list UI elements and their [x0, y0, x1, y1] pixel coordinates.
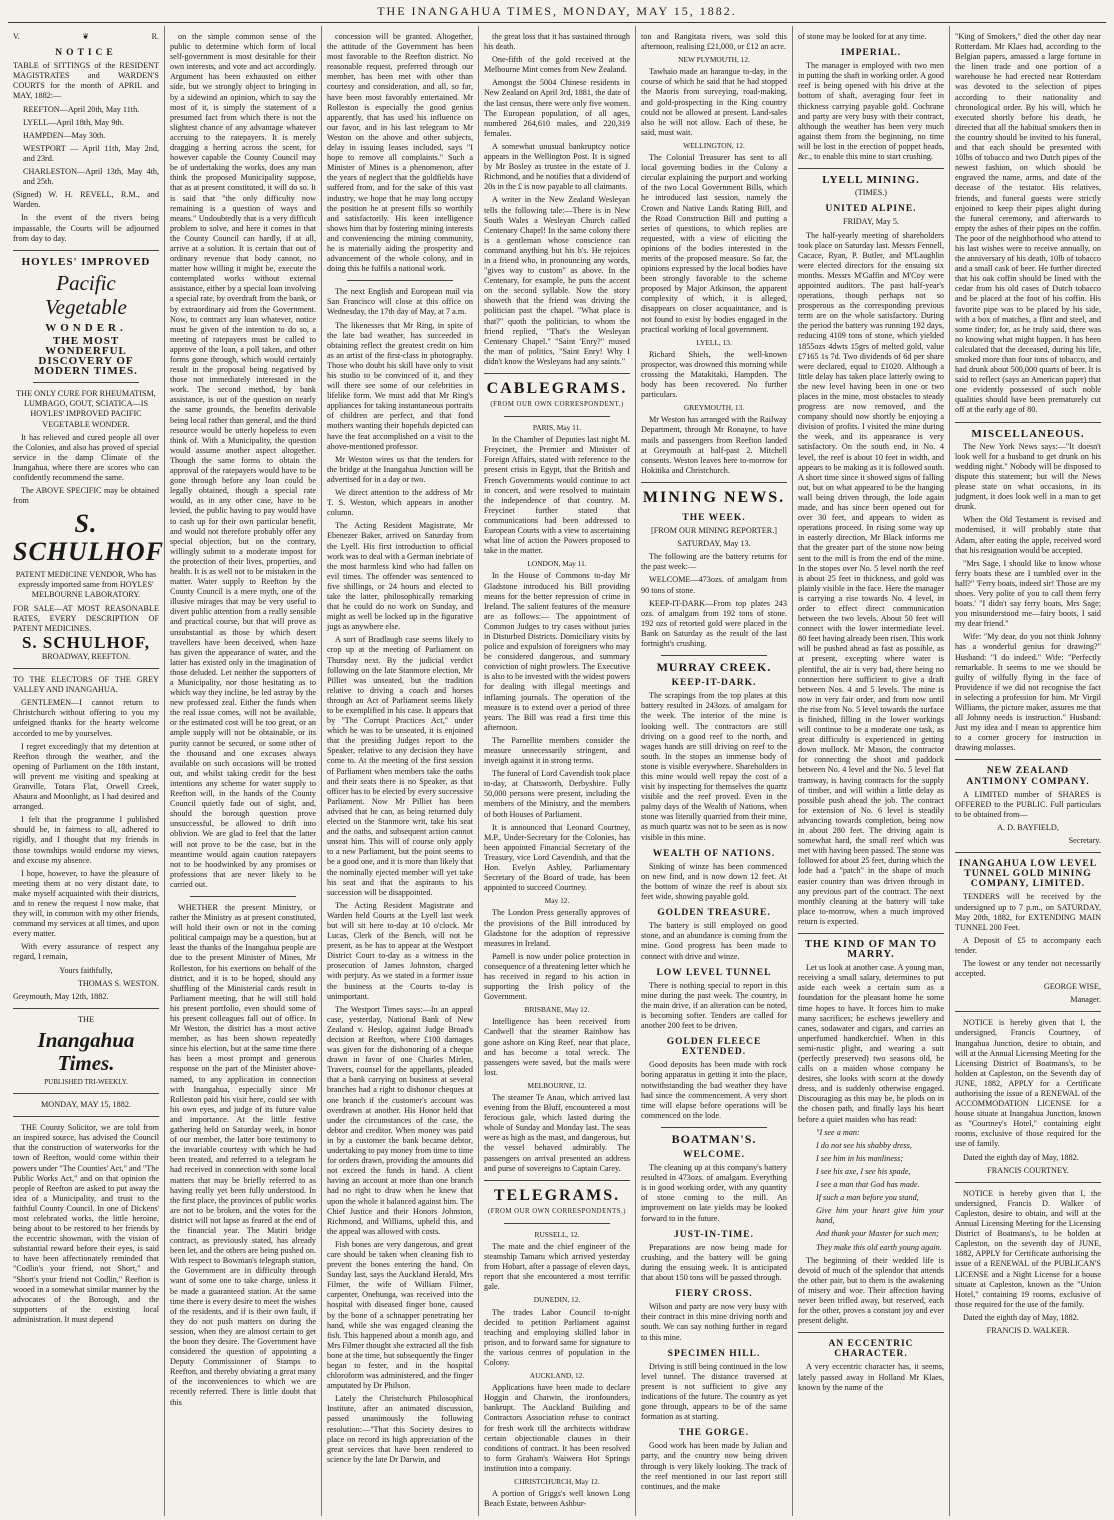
mining-from: [FROM OUR MINING REPORTER.]: [651, 526, 777, 536]
cable-dateline: May 12.: [544, 896, 570, 906]
divider: [641, 482, 787, 483]
divider: [798, 168, 944, 169]
wealth-text: Sinking of winze has been commenced on new find, and is now down 12 feet. At the bottom of winze the reef is about six feet wide, showing payable gold.: [641, 861, 787, 902]
telegram-text: The Colonial Treasurer has sent to all local governing bodies in the Colony a circular explaining the purport and working of the two Local Government Bills, which he introduced last session, namely the Crown and Native Lands Rating Bill, and the Road Construction Bill and putting a series of questions, to which replies are requested, with a view of eliciting the opinions of the bodies interested in the merits of the proposed measure. So far, the opinions expressed by the local bodies have been strongly favorable to the scheme proposed by Major Atkinson, the apparent complexity of which, it is alleged, disappears on closer acquaintance, and is not found to exist by bodies engaged in the practical working of local government.: [641, 153, 787, 334]
news-paragraph: ton and Rangitata rivers, was sold this afternoon, realising £21,000, or £12 an acre.: [641, 32, 787, 52]
manager-label: Manager.: [1070, 995, 1101, 1005]
eccentric-heading: AN ECCENTRIC CHARACTER.: [828, 1339, 914, 1360]
editorial-text: THE County Solicitor, we are told from an inspired source, has advised the Council that the construction of waterworks for the town of Reefton, would come within their powers under "The Counties' Act," and "The Public Works Act," and on that opinion the people of Reefton are asked to put away the idea of a Municipality, and trust to the faithful County Council. In one of Dickens' most celebrated works, the little heroine, being about to be restored to her friends by the eccentric showman, with the vision of substantial reward before their eyes, is said to have been affectionately reminded that "Codlin's your friend, not Short," and "Short's your friend not Codlin," Reefton is wooed in a somewhat similar manner by the advocates of the Borough, and the supporters of the existing local administration. It must depend: [13, 1123, 159, 1324]
sittings-item: HAMPDEN—May 30th.: [23, 130, 106, 140]
news-paragraph: The next English and European mail via San Francisco will close at this office on Wednesday, the 17th day of May, at 7 a.m.: [327, 287, 473, 317]
wealth-heading: WEALTH OF NATIONS.: [652, 848, 776, 859]
alpine-date: FRIDAY, May 5.: [843, 217, 899, 227]
poem-line: I see a man that God has made.: [816, 1180, 920, 1190]
crest-icon: ❦: [82, 32, 90, 41]
telegram-text: The mate and the chief engineer of the steamship Tamaru which arrived yesterday from Hobart, after a passage of eleven days, report that she encountered a most terrific gale.: [484, 1241, 630, 1292]
deposit-text: A Deposit of £5 to accompany each tender.: [955, 935, 1101, 955]
tunnel-text: TENDERS will be received by the undersigned up to 7 p.m., on SATURDAY, May 20th, 1882, for EXTENDING MAIN TUNNEL 200 Feet.: [955, 892, 1101, 932]
poem-line: And thank your Master for such men;: [816, 1229, 939, 1239]
cable-text: In the Chamber of Deputies last night M. Freycinet, the Premier and Minister of Foreign Affairs, stated with reference to the present crisis in Egypt, that the British and French Governments would continue to act in concert, and were resolved to maintain the independence of that country. M. Freycinet further stated that communications had been addressed to European Courts with a view to ascertaining what line of action the Powers proposed to take in the matter.: [484, 435, 630, 556]
issue-date: MONDAY, MAY 15, 1882.: [41, 1100, 131, 1110]
telegrams-sub: (FROM OUR OWN CORRESPONDENTS.): [487, 1207, 627, 1215]
news-paragraph: Mr Weston wires us that the tenders for the bridge at the Inangahua Junction will be advertised for in a day or two.: [327, 454, 473, 484]
divider: [190, 896, 296, 897]
column-6: [792, 26, 949, 1516]
divider: [504, 1223, 610, 1224]
news-paragraph: Fish bones are very dangerous, and great care should be taken when cleaning fish to prevent the bones entering the hand. On Sunday last, says the Auckland Herald, Mrs Filmer, the wife of William Filmer, carpenter, Onehunga, was received into the hospital with diseased finger bone, caused by the bone of a schnapper penetrating her hand, while she was engaged cleaning the fish. This happened about a month ago, and Mrs Filmer thought she extracted all the fish bone at the time, but subsequently the finger began to fester, and in the hospital chloroform was administered, and the finger amputated by Dr Philson.: [327, 1239, 473, 1391]
only-cure: THE ONLY CURE FOR RHEUMATISM, LUMBAGO, GOUT, SCIATICA—IS HOYLES' IMPROVED PACIFIC VEGETABLE WONDER.: [16, 389, 156, 429]
most-wonderful: THE MOST WONDERFUL DISCOVERY OF MODERN TIMES.: [34, 334, 138, 378]
vr-left: V.: [13, 32, 20, 41]
low-level-heading: LOW LEVEL TUNNEL: [656, 967, 772, 978]
courtney-notice: NOTICE is hereby given that I, the undersigned, Francis Courtney, of Inangahua Junction, desire to obtain, and will at the Annual Licensing Meeting for the Licensing District of Boatmans's, to be holden at Capleston, on the Seventh day of JUNE, 1882, APPLY for a Certificate authorising the issue of a RENEWAL of the ACCOMMODATION LICENSE for a house situate at Inangahua Junction, known as "Courtney's Hotel," containing eight rooms, exclusive of those required for the use of family.: [955, 1018, 1101, 1149]
marry-text: The beginning of their wedded life is devoid of much of the splendor that attends the other pair, but to them is the awakening of misery and woe. Their affection having never been trifled away, but reserved, each for the other, proves a constant joy and ever present delight.: [798, 1255, 944, 1326]
telegrams-heading: TELEGRAMS.: [493, 1186, 621, 1204]
murray-sub: KEEP-IT-DARK.: [671, 678, 757, 689]
alpine-text: The half-yearly meeting of shareholders took place on Saturday last. Messrs Fennell, Cacace, Ryan, P. Butler, and M'Laughlin were elected directors for the ensuing six months. Messrs M'Gaffin and M'Coy were appointed auditors. The past half-year's operations, though perhaps not so prosperous as the corresponding previous term are on the whole satisfactory. During the period the battery was running 192 days, reducing 4109 tons of stone, which yielded 1855ozs 4dwts 15grs of melted gold, value £7165 1s 7d. Two dividends of 6d per share were declared, equal to £1020. Although a little delay has taken place latterly owing to the new level having been in one or two places in the mine, most obstacles to steady progress are now removed, and the company should now shortly be enjoying a division of profits. I visited the mine during the week, and its appearance is very satisfactory. On the south end, in No. 4 level, the reef is about 10 feet in width, and appears to be making as it is followed south. A short time since it showed signs of falling out, but on what appeared to be the hanging wall being driven through, the lode again made, and has since been opened out for over 30 feet, and appears to widen as operations proceed. In rising some way up in easterly direction, Mr Black informs me that the greater part of the stone now being sent to the mill is from the end of the mine. In the stopes over No. 5 level north the reef is about 25 feet in thickness, and gold was plainly visible in the face. Here the manager is carrying a rise towards No. 4 level, in order to effect direct communication between the two levels. About 50 feet will connect with the lower intermediate level. 80 feet having already been risen. This work will be pushed ahead as fast as possible, as at present, excepting where water is plentiful, the air is very bad, there being no connection here sufficient to give a draft between Nos. 4 and 5 levels. The mine is now in very fair order, and from now until the rise from No. 5 level towards the surface is finished, filling in the lower workings will continue to be a moderate one task, as great difficulty is experienced in getting down mullock. Mr Mason, the contractor for connecting the shoot and paddock between No. 4 level and the No. 5 level flat tramway, is having contracts for the supply of timber, and will within a little delay as possible push ahead the job. The contract for extension of No. 6 level is steadily advancing towards completion, being now in about 280 feet. The driving again is somewhat hard, the small reef which was met with having been passed. The stone was followed for about 25 feet, during which the lode had a "patch" in the shape of much easier country than was driven through in any previous part of the contract. The next monthly cleaning at the battery will take place to-morrow, when a much improved return is expected.: [798, 230, 944, 926]
telegram-dateline: RUSSELL, 12.: [534, 1229, 580, 1239]
telegram-dateline: CHRISTCHURCH, May 12.: [514, 1477, 600, 1486]
schulhof-banner: S. SCHULHOF: [13, 509, 164, 567]
cablegrams-heading: CABLEGRAMS.: [486, 380, 628, 397]
mining-sub: THE WEEK.: [682, 512, 746, 523]
gorge-text: Good work has been made by Julian and party, and the country now being driven through is very likely looking. The track of the reef mentioned in our last report still continues, and the make: [641, 1441, 787, 1491]
marry-text: Let us look at another case. A young man, receiving a small salary, determines to put aside each week a certain sum as a foundation for the pleasant home he some time hopes to have. It forces him to make many sacrifices; he eschews jewellery and canes, sodawater and cigars, and carries an unperfumed handkerchief. When in this semi-rustic plight, and wearing a suit (perfectly preserved) two seasons old, he calls on a maiden whose company he desires, she looks with scorn at the dowdy dress, and is suddenly otherwise engaged. Discouraging as this may be, he plods on in the chosen path, and finally lays his heart before a quiet maiden who has read:: [798, 963, 944, 1124]
wonder: WONDER.: [45, 321, 127, 334]
the-label: THE: [78, 1014, 94, 1024]
divider: [798, 933, 944, 934]
boatmans-text: The cleaning up at this company's battery resulted in 473ozs. of amalgam. Everything is in good working order, with any quantity of stone coming to the mill. An improvement on late yields may be looked forward to in the future.: [641, 1163, 787, 1223]
battery-return: WELCOME—473ozs. of amalgam from 90 tons of stone.: [641, 575, 787, 595]
antimony-text: A LIMITED number of SHARES is OFFERED to the PUBLIC. Full particulars to be obtained from—: [955, 789, 1101, 819]
divider: [504, 416, 610, 417]
divider: [33, 382, 139, 383]
poem-line: If such a man before you stand,: [816, 1193, 919, 1203]
golden-text: The battery is still employed on good stone, and an abundance is coming from the mine. Good progress has been made to connect with drive and winze.: [641, 921, 787, 961]
telegram-dateline: AUCKLAND, 12.: [529, 1371, 585, 1381]
cable-dateline: MELBOURNE, 12.: [527, 1080, 587, 1090]
hoyles-heading: HOYLES' IMPROVED: [21, 255, 151, 268]
telegram-dateline: LYELL, 13.: [696, 337, 732, 347]
letter-paragraph: I felt that the programme I published should be, in fairness to all, adhered to rigidly, and I thought that my friends in those townships would endorse my views, and excuse my absence.: [13, 815, 159, 865]
cable-text: The Parnellite members consider the measure unnecessarily stringent, and inveigh against it in strong terms.: [484, 735, 630, 766]
telegram-text: Tawhaio made an harangue to-day, in the course of which he said that he had stopped the Maoris from surveying, road-making, and gold-prospecting in the King country could not be allowed at present. Land-sales also he will not allow. Each of these, he said, must wait.: [641, 67, 787, 137]
specimen-text: Driving is still being continued in the low level tunnel. The distance traversed at present is not sufficient to give any indications of the future. The country as yet gone through, appears to be of the same formation as at starting.: [641, 1361, 787, 1422]
cable-text: It is announced that Leonard Courtney, M.P., Under-Secretary for the Colonies, has been appointed Financial Secretary of the Treasury, vice Lord Cavendish, and that the Hon. Evelyn Ashley, Parliamentary Secretary of the Board of trade, has been appointed to succeed Courtney.: [484, 822, 630, 893]
fleece-text: Good deposits has been made with rock boring apparatus in getting it into the place, notwithstanding the bad weather they have had since the commencement. A very short time will elapse before operations will be commenced on the lode.: [641, 1060, 787, 1120]
column-2: [164, 26, 321, 1516]
news-paragraph: The Acting Resident Magistrate and Warden held Courts at the Lyell last week but will sit here to-day at 10 o'clock. Mr Lucas, Clerk of the Bench, will not be present, as he has to appear at the Westport District Court to-day as a witness in the prosecution of James Johnston, charged with perjury. As we stated in a former issue the business at the Courts to-day is unimportant.: [327, 900, 473, 1001]
cable-text: The funeral of Lord Cavendish took place to-day, at Chatsworth, Derbyshire. Fully 50,000 persons were present, including the members of the Ministry, and the members of both Houses of Parliament.: [484, 769, 630, 819]
cable-text: The London Press generally approves of the provisions of the Bill introduced by Gladstone for the adoption of repressive measures in Ireland.: [484, 908, 630, 948]
columns: [8, 26, 1106, 1516]
poem-line: "I see a man:: [816, 1127, 860, 1137]
editorial-text: on the simple common sense of the public to determine which form of local self-government is most desirable for their own interests, and vote and act accordingly. Argument has been exhausted on either side, but we strongly object to bringing in by a sidewind an opinion, which to say the most of it, is simply the statement of a presumed fact from which there is not the slightest chance of any advantage whatever accruing to the ratepayers. It is merely dragging a herring across the scent, for however capable the County Council may be of undertaking the works, does any man think the proposed Municipality suppose, that as at present constituted, it will do so. It is said that "the only difficulty now remaining is a question of ways and means." Undoubtedly that is a very difficult problem to solve, and here it comes in that the County Council can hardly, if at all, arrive at a solution. It is certain that out of ordinary revenue that body cannot, no matter how willing it might be, execute the contemplated works without external assistance, either by a special loan involving a special rate, by overdraft from the bank, or by extraordinary aid from the Government. Now, to contract any loan whatever, notice must be given of the intention to do so, a meeting of ratepayers must be called to approve of the loan, a poll taken, and other forms gone through, which would certainly result in the proposal being negatived by those not immediately interested in the work. The second method, by bank assistance, is out of the question on nearly the same grounds, the benefits derivable being local rather than general, and the third resource would be utterly hopeless to even think of. With a Municipality, the question would assume another aspect altogether. Though the same forms to obtain the approval of the ratepayers would have to be gone through before any loan could be legally obtained, though a special rate would, as in any other case, have to be levied, the public having to pay would have to cash up for their own particular benefit, and would not therefore probably offer any special objection, but on the contrary, willingly submit to a moderate impost for the protection of their lives, properties, and health. It is as well not to be mistaken in the matter. Water supply to Reefton by the County Council is a mere myth, one of the illusive mirages that may be very useful to divert public attention from a really sensible and practical course, but that will prove as unsubstantial as those by which desert travellers have been deceived, when haze has given the appearance of water, and the latter has existed only in the imagination of those deluded. Let neither the supporters of a Municipality, nor those hesitating as to which way they incline, be led astray by the new professed zeal. Either the funds when the real issue comes, will not be available, or the estimated cost will be too great, or an ample supply will not be obtainable, or its purity cannot be secured, or some other of the thousand and one excuses always available on such occasions will be trotted out, and whilst taking credit for the best intentions any scheme for water supply to Reefton will, in the hands of the County Council quietly fade out of sight, and, should the borough question prove unsuccessful, be allowed to drift into oblivion. We are glad to feel that the latter will not prove to be the case, but in the meantime would again caution ratepayers not to be hoodwinked by any promises or professions that are never likely to be carried out.: [170, 32, 316, 889]
column-3: [321, 26, 478, 1516]
walker-notice: NOTICE is hereby given that I, the undersigned, Francis D. Walker of Capleston, desire to obtain, and will at the Annual Licensing Meeting for the Licensing District of Boatmans's, to be holden at Capleston, on the seventh day of JUNE, 1882, APPLY for Certificate authorising the issue of a RENEWAL of the PUBLICAN'S LICENSE and a Night License for a house situate at Capleston, known as the "Union Hotel," containing 19 rooms, exclusive of those required for the use of the family.: [955, 1188, 1101, 1309]
murray-text: The scrapings from the top plates at this battery resulted in 243ozs. of amalgam for the week. The interior of the mine is looking well. The contractors are still driving on a good reef to the north, and wages hands are still driving on reef to the south. In the stopes an immense body of stone is visible everywhere. Shareholders in this mine would well repay the cost of a visit by inspecting for themselves the quartz visible and the reef proved. Even in the palmy days of the Wealth of Nations, when stone was literally quarried from their mine, as much quartz was not to be seen as is now visible in this mine.: [641, 691, 787, 842]
column-5: [635, 26, 792, 1516]
jit-text: Preparations are now being made for crushing, and the battery will be going during the ensuing week. It is anticipated that about 150 tons will be passed through.: [641, 1242, 787, 1283]
tunnel-heading: INANGAHUA LOW LEVEL TUNNEL GOLD MINING COMPANY, LIMITED.: [958, 859, 1098, 890]
telegram-text: Applications have been made to declare Hoggin and Chatwin, the ironfounders, bankrupt. The Auckland Building and Contractors Association refuse to contract for fresh work till the architects withdraw certain objectionable clauses in their conditions of contract. It has been resolved to form Graham's Waiwera Hot Springs institution into a company.: [484, 1383, 630, 1473]
news-paragraph: "King of Smokers," died the other day near Rotterdam. Mr Klaes had, according to the Belgian papers, amassed a large fortune in the linen trade and one portion of a warehouse he had erected near Rotterdam was devoted to the selection of pipes according to their nationality and chronological order. By his will, which he executed shortly before his death, he directed that all the habitual smokers then in the country should be invited to his funeral, and that each should be presented with 10lbs of tobacco and two Dutch pipes of the newest fashion, on which should be engraved the name, arms, and date of the decease of the testator. His relatives, friends, and funeral guests were strictly enjoined to keep their pipes alight during the funeral ceremony, and afterwards to empty the ashes of their pipes on the coffin. The poor of the neighborhood who attend to his last wishes were to receive annually, on the anniversary of his death, 10lb of tobacco and a small cask of beer. He further directed that his oak coffin should be lined with the cedar from his old cases of Dutch tobacco and be placed at the foot of his coffin. His favorite pipe was to be placed by his side, with a box of matches, a flint and steel, and some tinder; for, as he truly said, there was no knowing what might happen. It has been calculated that the deceased, during his life, smoked more than four tons of tobacco, and had drunk about 500,000 quarts of beer. It is said to reflect (says an American paper) that one evidently possessed of such noble qualities should have been prematurely cut off at the early age of 80.: [955, 32, 1101, 415]
misc-heading: MISCELLANEOUS.: [971, 427, 1085, 440]
lyell-sub: (TIMES.): [854, 188, 888, 198]
divider: [347, 280, 453, 281]
divider: [13, 250, 159, 251]
divider: [661, 655, 767, 656]
alpine-heading: UNITED ALPINE.: [825, 204, 917, 215]
wise-signature: GEORGE WISE,: [1043, 982, 1101, 992]
gorge-heading: THE GORGE.: [678, 1428, 750, 1439]
cablegrams-sub: (FROM OUR OWN CORRESPONDENT.): [490, 401, 624, 408]
telegram-text: Richard Shiels, the well-known prospector, was drowned this morning while crossing the Matakitaki, Hampden. The body has been recovered. No further particulars.: [641, 349, 787, 400]
misc-paragraph: The New York News says:—"It doesn't look well for a husband to get drunk on his wedding night." Nobody will be disposed to dispute this statement; but will the News please state on what occasions, in its judgment, it does look well in a man to get drunk.: [955, 441, 1101, 512]
telegram-dateline: NEW PLYMOUTH, 12.: [678, 55, 750, 65]
misc-paragraph: When the Old Testament is revised and modernised, it will probably state that Adam, after eating the apple, received word that his resignation would be accepted.: [955, 515, 1101, 555]
cable-text: In the House of Commons to-day Mr Gladstone introduced his Bill providing means for the better repression of crime in Ireland. The salient features of the measure are as follows:— The appointment of Common Judges to try cases without juries in Disturbed Districts. Domiciliary visits by police and expulsion of foreigners who may be considered dangerous, and summary conviction of night prowlers. The Executive is also to be invested with the widest powers for dealing with illegal meetings and inflaming journals. The operation of the measure is to extend over a period of three years. The Bill was read a first time this afternoon.: [484, 571, 630, 732]
telegram-text: The trades Labor Council to-night decided to petition Parliament against teaching and employing skilled labor in prison, and to forward same for signature to the various centres of population in the Colony.: [484, 1307, 630, 1367]
murray-heading: MURRAY CREEK.: [656, 660, 772, 675]
eccentric-text: A very eccentric character has, it seems, lately passed away in Holland Mr Klaes, known by the name of the: [798, 1362, 944, 1392]
boatmans-sub: WELCOME.: [682, 1150, 746, 1160]
walker-date: Dated the eighth day of May, 1882.: [963, 1312, 1079, 1322]
news-paragraph: The Acting Resident Magistrate, Mr Ebenezer Baker, arrived on Saturday from the Lyell. His first introduction to official work was to deal with a German inebriate of the most harmless kind who had fallen on evil times. The offender was sentenced to five shillings, or 24 hours and elected to take the latter, philosophically remarking that he could do no work on Sunday, and might as well be locked up in the figurative jugs as anywhere else.: [327, 521, 473, 632]
misc-paragraph: "Mrs Sage, I should like to know whose ferry boats these are I tumbled over in the hall?" 'Ferry boats, indeed sir! Those are my shoes. Very polite of you to call them ferry boats.' "I didn't say ferry boats, Mrs Sage; you misunderstood me—fairy boots, I said my dear friend.": [955, 558, 1101, 629]
notice-title: NOTICE: [55, 48, 117, 59]
broadway: BROADWAY, REEFTON.: [41, 651, 131, 661]
relieved-text: It has relieved and cured people all over the Colonies, and also has proved of special service in the damp Climate of the Inangahua, where there are scores who can confidently recommend the same.: [13, 432, 159, 482]
divider: [955, 1182, 1101, 1183]
news-paragraph: A sort of Bradlaugh case seems likely to crop up at the meeting of Parliament on Thursday next. By the judicial verdict following on the late Stanmore election, Mr Pilliet was unseated, but the tradition relative to driving a coach and horses through an Act of Parliament seems likely to be exemplified in his case. It appears that by "The Corrupt Practices Act," under which he was to be unseated, it is enjoined that the presiding Judges report to the Speaker, relative to any decision they have come to. At the meeting of the first session of Parliament when members take the oaths and their seats there is no Speaker, as that officer has to be elected by every successive Parliament. Now Mr Pilliet has been advised that he can, as being returned duly elected on the Stanmore writ, take his seat and the oaths, and subsequent action cannot unseat him. This will of course only apply to a new Parliament, but the point seems to be a good one, and it is more than likely that the nominally ejected member will yet take his seat and that the aspirants to his succession will be disappointed.: [327, 635, 473, 897]
pacific-vegetable: Pacific Vegetable: [45, 270, 127, 319]
sittings-text: TABLE of SITTINGS of the RESIDENT MAGISTRATES and WARDEN'S COURTS for the month of APRIL and MAY, 1882:—: [13, 61, 159, 101]
letter-paragraph: With every assurance of respect any regard, I remain,: [13, 942, 159, 962]
schulhof-name: S. SCHULHOF,: [21, 632, 151, 652]
poem-line: I see his axe, I see his spade,: [816, 1166, 911, 1176]
mining-intro: The following are the battery returns for the past week:—: [641, 552, 787, 572]
news-paragraph: A somewhat unusual bankruptcy notice appears in the Wellington Post. It is signed by Mr Bosley as trustee in the estate of J. Richmond, and he notifies that a dividend of 20s in the £ is now payable to all claimants.: [484, 141, 630, 192]
telegram-text: A portion of Griggs's well known Long Beach Estate, between Ashbur-: [484, 1489, 630, 1509]
divider: [955, 1011, 1101, 1012]
letter-paragraph: GENTLEMEN—I cannot return to Christchurch without offering to you my unfeigned thanks for the hearty welcome accorded to me by yourselves.: [13, 698, 159, 738]
boatmans-heading: BOATMAN'S.: [671, 1131, 757, 1146]
golden-heading: GOLDEN TREASURE.: [657, 908, 771, 919]
cable-text: Parnell is now under police protection in consequence of a threatening letter which he has received in regard to his action in supporting the Irish policy of the Government.: [484, 951, 630, 1002]
ministry-text: WHETHER the present Ministry, or rather the Ministry as at present constituted, will hold their own or not in the coming political campaign may be a question, but at least the thanks of the Inangahua people are due to the present Minister of Mines, Mr Rolleston, for his exertions on behalf of the district, and it is to be hoped, should any shuffling of the Ministerial cards result in Parliament meeting, that he will still hold his present portfolio, even should some of his present colleagues fall out of office. In Mr Weston, the district has a most active member, as has been shown repeatedly since his election, but at the same time there has been a most prompt and generous response on the part of the Minister above-named, to any application in connection with Inangahua, especially since Mr Rolleston paid his visit here, could see with his own eyes, and judge of its future value and importance. At the little festive gathering held on Saturday week, in honor of our member, the latter bore testimony to the invariable courtesy with which he had been treated, and referred to a telegram he had received in connection with some local matters that may be briefly referred to as having really yet been fully understood. In the first place, the provinces of public works are not to be broken, and the votes for the district will not lapse as feared at the end of the financial year. The Matiri bridge contract, as previously stated, has already been let, and the others are being pushed on. With respect to Bowman's telegraph station, the Government are in difficulty through want of some one to take charge, unless it be made a guaranteed station. At the same time there is every desire to meet the wishes of the residents, and if is their own fault, if they do not push matters on during the session, when they are almost certain to get the boon they desire. The Government have considered the question of appointing a Deputy Commissioner of Stamps to Reefton, and thereby obviating a great many of the inconveniences to which we are recently referred. There is little doubt that this: [170, 902, 316, 1407]
lowest-text: The lowest or any tender not necessarily accepted.: [955, 958, 1101, 979]
telegram-text: Mr Weston has arranged with the Railway Department, through Mr Ronayne, to have mails and passengers from Reefton landed at Greymouth at half-past 2. Mitchell consents. Weston leaves here to-morrow for Hokitika and Christchurch.: [641, 415, 787, 475]
courtney-signature: FRANCIS COURTNEY.: [987, 1165, 1069, 1175]
divider: [661, 1127, 767, 1128]
cable-text: Intelligence has been received from Cardwell that the steamer Rainbow has gone ashore on King Reef, near that place, and has become a total wreck. The passengers were saved, but the mails were lost.: [484, 1017, 630, 1077]
divider: [13, 1093, 159, 1094]
courtney-date: Dated the eighth day of May, 1882.: [963, 1152, 1079, 1162]
imperial-text: The manager is employed with two men in putting the shaft in working order. A good reef is being opened with his drive at the bottom of shaft, averaging four feet in thickness carrying payable gold. Cochrane and party are very busy with their contract, although the weather has been very much against them from the beginning, no time will be lost in the erection of poppet heads, &c., to enable this mine to start crushing.: [798, 61, 944, 162]
divider: [13, 1008, 159, 1009]
patent-text: PATENT MEDICINE VENDOR, Who has expressly imported same from HOYLES' MELBOURNE LABORATORY.: [15, 570, 157, 600]
divider: [955, 759, 1101, 760]
sittings-item: WESTPORT — April 11th, May 2nd, and 23rd.: [23, 143, 159, 163]
telegram-dateline: DUNEDIN, 12.: [533, 1295, 581, 1305]
fleece-heading: GOLDEN FLEECE EXTENDED.: [666, 1037, 762, 1058]
divider: [13, 1116, 159, 1117]
column-4: [478, 26, 635, 1516]
divider: [484, 1180, 630, 1181]
sittings-item: CHARLESTON—April 13th, May 4th, and 25th.: [23, 167, 159, 187]
specimen-heading: SPECIMEN HILL.: [667, 1348, 761, 1359]
telegram-dateline: GREYMOUTH, 13.: [683, 403, 745, 413]
marry-heading: THE KIND OF MAN TO MARRY.: [804, 938, 938, 961]
masthead-rule: [8, 22, 1106, 23]
divider: [955, 422, 1101, 423]
news-paragraph: The likenesses that Mr Ring, in spite of the late bad weather, has succeeded in obtaining reflect the greatest credit on him as an artist of the first-class in photography. Those who doubt his skill have only to visit his studio to be convinced of it, and they will there see some of our celebrities in lifelike form. We must add that Mr Ring's appliances for taking instantaneous portraits of children are perfect, and that fond mothers wanting their hopefuls depicted can have the feat accomplished on a visit to the above-mentioned professor.: [327, 320, 473, 451]
column-1: [8, 26, 164, 1516]
column-7: [949, 26, 1106, 1516]
poem-line: I see him in his manliness;: [816, 1153, 904, 1163]
walker-signature: FRANCIS D. WALKER.: [986, 1325, 1070, 1335]
bayfield: A. D. BAYFIELD,: [997, 822, 1059, 832]
telegram-dateline: WELLINGTON, 12.: [683, 140, 745, 150]
lyell-heading: LYELL MINING.: [822, 174, 920, 187]
letter-paragraph: I hope, however, to have the pleasure of meeting them at no very distant date, to make myself acquainted with their districts, and to renew the request I now make, that they will, in common with my other friends, command my services at all times, and upon every matter.: [13, 868, 159, 939]
letter-paragraph: I regret exceedingly that my detention at Reefton through the weather, and the opening of Parliament on the 18th instant, will prevent me visiting and speaking at Granville, Totara Flat, Orwell Creek, Ahaura and Moonlight, as I had desired and arranged.: [13, 741, 159, 812]
cable-dateline: LONDON, May 11.: [527, 559, 587, 569]
weston-date: Greymouth, May 12th, 1882.: [13, 991, 109, 1001]
weston-signature: THOMAS S. WESTON.: [77, 978, 159, 988]
electors-heading: TO THE ELECTORS OF THE GREY VALLEY AND INANGAHUA.: [13, 675, 159, 695]
signed: (Signed) W. H. REVELL, R.M., and Warden.: [13, 190, 159, 210]
low-level-text: There is nothing special to report in this mine during the past week. The country, in the main drive, if an alteration can be noted, is becoming softer. Tenders are called for another 200 feet to be driven.: [641, 980, 787, 1031]
secretary: Secretary.: [1068, 836, 1101, 846]
cable-text: The steamer Te Anau, which arrived last evening from the Bluff, encountered a most ferocious gale, which lasted during the whole of Sunday and Monday last. The seas were as high as the mast, and dangerous, but the vessel behaved admirably. The passengers on arrival presented an address and purse of sovereigns to Captain Carey.: [484, 1093, 630, 1173]
news-paragraph: Lately the Christchurch Philosophical Institute, after an animated discussion, passed unanimously the following resolution:—"That this Society desires to place on record its high appreciation of the great services that have been rendered to science by the late Dr Darwin, and: [327, 1394, 473, 1464]
divider: [955, 852, 1101, 853]
sittings-item: LYELL—April 18th, May 9th.: [23, 117, 124, 127]
news-paragraph: concession will be granted. Altogether, the attitude of the Government has been most favorable to the Reefton district. No reasonable request, preferred through our member, has been met with other than courtesy and consideration, and all, so far, have been most favorably entertained. Mr Rolleston is especially the good genius apparently, that has used his influence on our favor, and in his last telegram to Mr Weston on the above and other subjects, delay in issuing leases included, says "I hope to remove all complaints." Such a Minister of Mines is a phenomenon, after the years of neglect that the goldfields have suffered from, and for the sake of this vast industry, we hope that he may long occupy the position he at present fills so worthily and satisfactorily. His keen intelligence shows him that by fostering mining interests and conveniencing the mining community, he is materially aiding the prosperity and advancement of the whole colony, and in doing this he fulfils a national work.: [327, 32, 473, 274]
battery-return: KEEP-IT-DARK—From top plates 243 ozs. of amalgam from 192 tons of stone. 192 ozs of retorted gold were placed in the Bank on Saturday as the result of the last fortnight's crushing.: [641, 598, 787, 648]
fiery-heading: FIERY CROSS.: [675, 1289, 753, 1300]
cable-dateline: BRISBANE, May 12.: [524, 1005, 590, 1015]
imperial-heading: IMPERIAL.: [841, 48, 901, 59]
news-paragraph: A writer in the New Zealand Wesleyan tells the following tale:—There is in New South Wales a Wesleyan Church called Centenary Chapel! In the same colony there is a gentleman whose conscience can command anything but his h's. He rejoices in a friend who, in pronouncing any words, "gives way to custom" as above. In the Centenary, for example, he puts the accent on the second syllable. Now the story showeth that the friend was driving the politician past the chapel. "What place is that?" quoth the politician, to whom the friend replied, "That's the Wesleyan Centenary Chapel." "Saint 'Enry?" mused the man of politics, "Saint Enry! Why I didn't know the Wesleyans had any saints.": [484, 195, 630, 366]
published-tri-weekly: PUBLISHED TRI-WEEKLY.: [44, 1077, 128, 1086]
mining-date: SATURDAY, May 13.: [677, 539, 751, 549]
sittings-item: REEFTON—April 20th, May 11th.: [23, 104, 140, 114]
vr-right: R.: [151, 32, 159, 41]
news-paragraph: the great loss that it has sustained through his death.: [484, 32, 630, 52]
for-sale: FOR SALE—AT MOST REASONABLE RATES, EVERY DESCRIPTION OF PATENT MEDICINES.: [13, 603, 159, 633]
news-paragraph: of stone may be looked for at any time.: [798, 32, 927, 41]
news-paragraph: Amongst the 5004 Chinese residents in New Zealand on April 3rd, 1881, the date of the last census, there were only five women. The European population, of all ages, numbered 264,610 males, and 220,319 females.: [484, 78, 630, 138]
news-paragraph: One-fifth of the gold received at the Melbourne Mint comes from New Zealand.: [484, 55, 630, 75]
jit-heading: JUST-IN-TIME.: [674, 1229, 754, 1240]
vr-mark: [13, 32, 159, 42]
news-paragraph: We direct attention to the address of Mr T. S. Weston, which appears in another column.: [327, 488, 473, 518]
misc-paragraph: Wife: "My dear, do you not think Johnny has a wonderful genius for drawing?" Husband: "I do indeed." Wife: "Perfectly remarkable. It seems to me we should be guilty of wilfully flying in the face of Providence if we did not recognise the fact in selecting a profession for him. Mr Virgil Williams, the picture maker, assures me that all Johnny needs is instruction." Husband: Just my idea and I mean to apprentice him to a corner grocery for instruction in drawing molasses.: [955, 632, 1101, 753]
fiery-text: Wilson and party are now very busy with their contract in this mine driving north and south. We can say nothing further in regard to this mine.: [641, 1302, 787, 1342]
divider: [798, 1332, 944, 1333]
poem-line: They make this old earth young again.: [816, 1242, 942, 1252]
poem-line: I do not see his shabby dress,: [816, 1140, 912, 1150]
newspaper-title: Inangahua Times.: [37, 1027, 135, 1075]
poem-line: Give him your heart give him your hand,: [816, 1206, 944, 1226]
divider: [484, 373, 630, 374]
cable-dateline: PARIS, May 11.: [532, 423, 582, 433]
mining-heading: MINING NEWS.: [642, 488, 786, 506]
news-paragraph: The Westport Times says:—In an appeal case, yesterday, National Bank of New Zealand v. Heslop, against Judge Broad's decision at Reefton, where £100 damages was given for the dishonoring of a cheque drawn in favor of one Charles Mirlen, Travers, counsel for the appellants, pleaded that a bank carrying on business at several branches had a right to dishonor cheques at one branch if the customer's account was overdrawn at another. His Honor held that under the circumstances of the case, the debtor and creditor. When money was paid in by a customer the bank became debtor, undertaking to pay money from time to time for orders drawn, providing the amounts did not exceed the funds in hand. A client having an account at more than one branch had no right to draw when he knew that upon the whole it balanced against him. The Chief Justice and their Honors Johnston, Richmond, and Williams, upheld this, and the appeal was allowed with costs.: [327, 1004, 473, 1236]
specific-text: The ABOVE SPECIFIC may be obtained from: [13, 486, 159, 506]
divider: [13, 668, 159, 669]
rivers-note: In the event of the rivers being impassable, the Courts will be adjourned from day to day.: [13, 213, 159, 243]
antimony-heading: NEW ZEALAND ANTIMONY COMPANY.: [966, 766, 1090, 787]
masthead: THE INANGAHUA TIMES, MONDAY, MAY 15, 1882.: [377, 4, 737, 18]
yours: Yours faithfully,: [59, 965, 113, 975]
